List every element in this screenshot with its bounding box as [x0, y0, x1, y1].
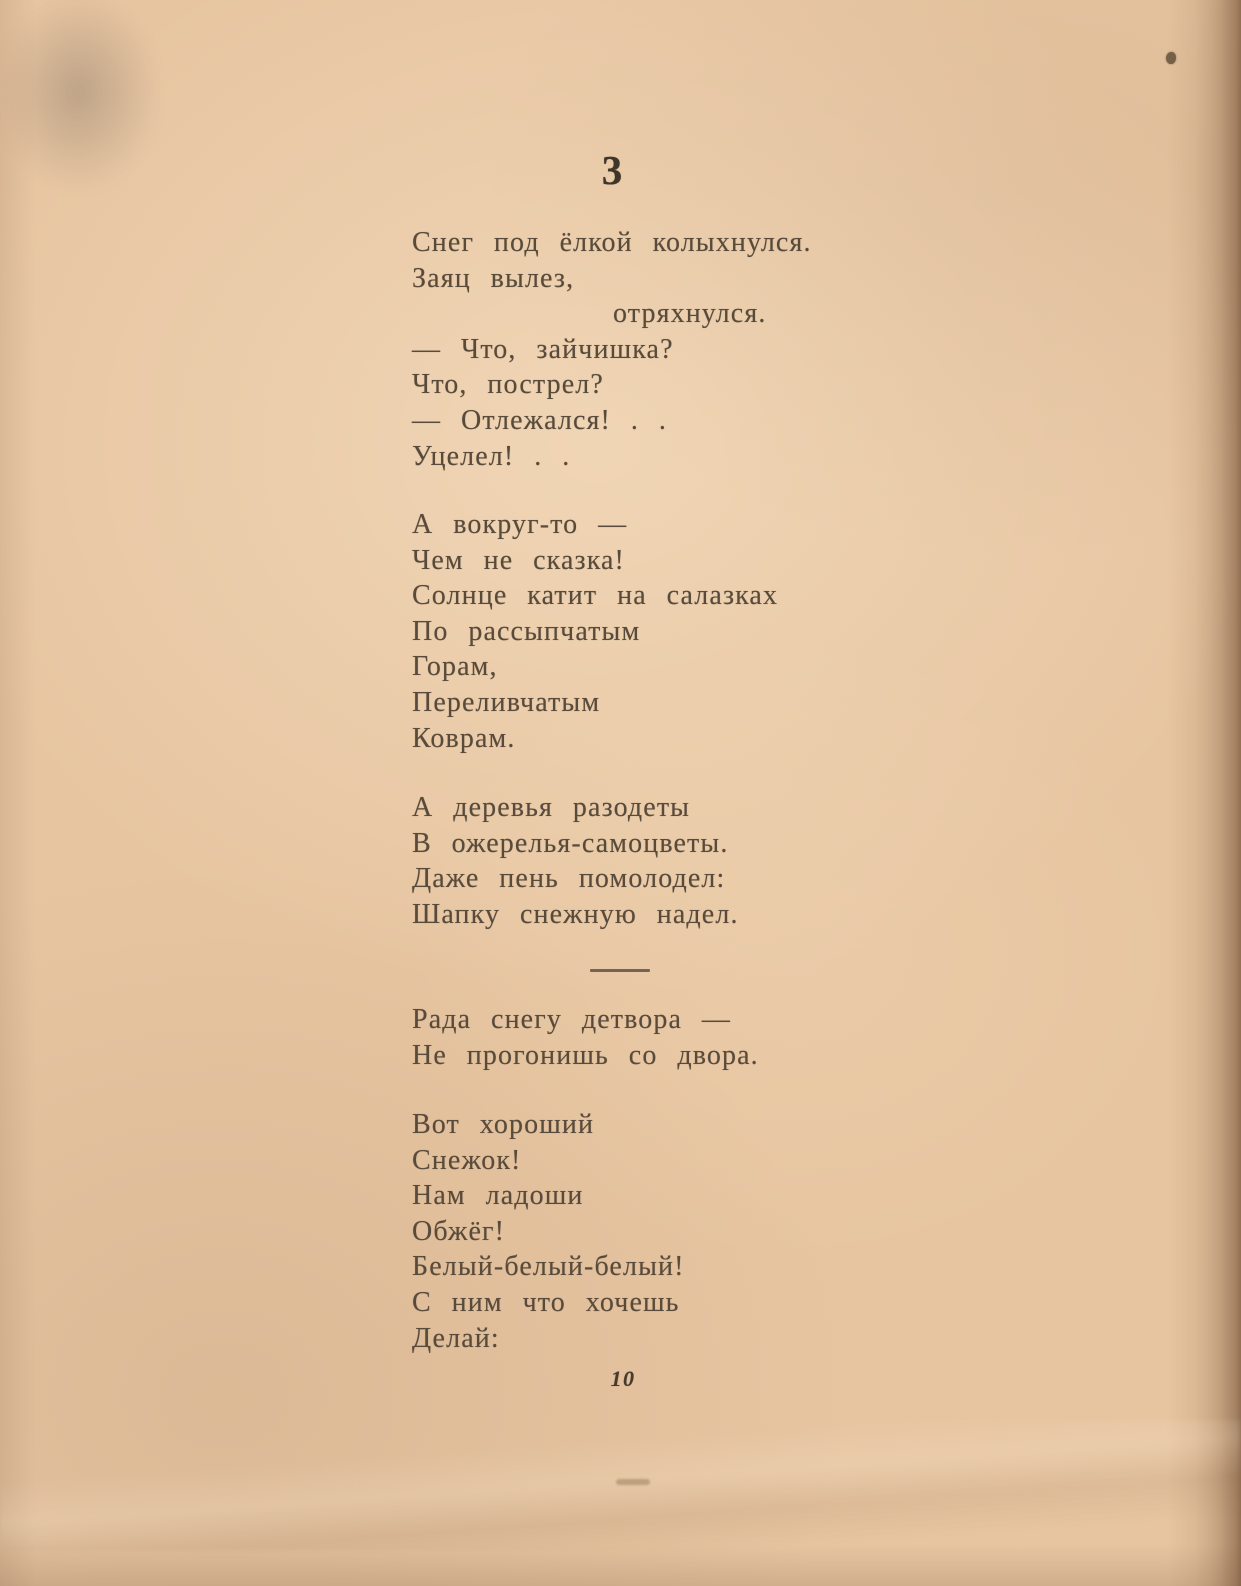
poem-line: — Что, зайчишка? — [412, 333, 674, 365]
poem-line: — Отлежался! . . — [412, 404, 667, 436]
poem-line: Солнце катит на салазках — [412, 580, 779, 612]
poem-line: Нам ладоши — [412, 1180, 584, 1212]
poem-stanza — [412, 225, 812, 474]
paper-shading-top-left — [0, 0, 194, 232]
poem-line: Что, пострел? — [412, 369, 604, 401]
page-edge-shadow — [1195, 0, 1241, 1586]
paper-wrinkle — [0, 1420, 1241, 1550]
poem-line: Переливчатым — [412, 686, 601, 718]
poem-line: Делай: — [412, 1322, 500, 1354]
poem-stanza — [412, 507, 778, 756]
poem-line: отряхнулся. — [613, 298, 767, 330]
poem-line: Уцелел! . . — [412, 440, 571, 472]
poem-line: Даже пень помолодел: — [412, 863, 726, 895]
page-number: 10 — [610, 1366, 636, 1391]
poem-line: Белый-белый-белый! — [412, 1251, 685, 1283]
poem-line: С ним что хочешь — [412, 1286, 680, 1318]
poem-line: Рада снегу детвора — — [412, 1004, 732, 1035]
poem-line: Снежок! — [412, 1144, 522, 1176]
paper-shading-bottom-right — [1021, 1466, 1241, 1586]
poem-line: Шапку снежную надел. — [412, 898, 739, 930]
poem-line: Не прогонишь со двора. — [412, 1039, 759, 1071]
print-smudge — [616, 1479, 650, 1485]
poem-line: Вот хороший — [412, 1109, 595, 1140]
section-number: 3 — [601, 147, 623, 193]
poem-stanza — [412, 790, 739, 932]
paper-speck — [1166, 52, 1176, 64]
poem-line: Горам, — [412, 651, 498, 683]
poem-line: А деревья разодеты — [412, 792, 691, 823]
poem-line: Снег под ёлкой колыхнулся. — [412, 227, 812, 258]
poem-stanza — [412, 1002, 759, 1073]
poem-line: Чем не сказка! — [412, 544, 625, 576]
poem-line: Обжёг! — [412, 1215, 506, 1247]
poem-line: По рассыпчатым — [412, 615, 641, 647]
poem-line: А вокруг-то — — [412, 509, 628, 540]
poem-stanza — [412, 1107, 685, 1356]
poem-line: Заяц вылез, — [412, 262, 575, 294]
poem-line: В ожерелья-самоцветы. — [412, 827, 729, 859]
stanza-divider — [590, 969, 650, 972]
poem-line: Коврам. — [412, 722, 516, 754]
